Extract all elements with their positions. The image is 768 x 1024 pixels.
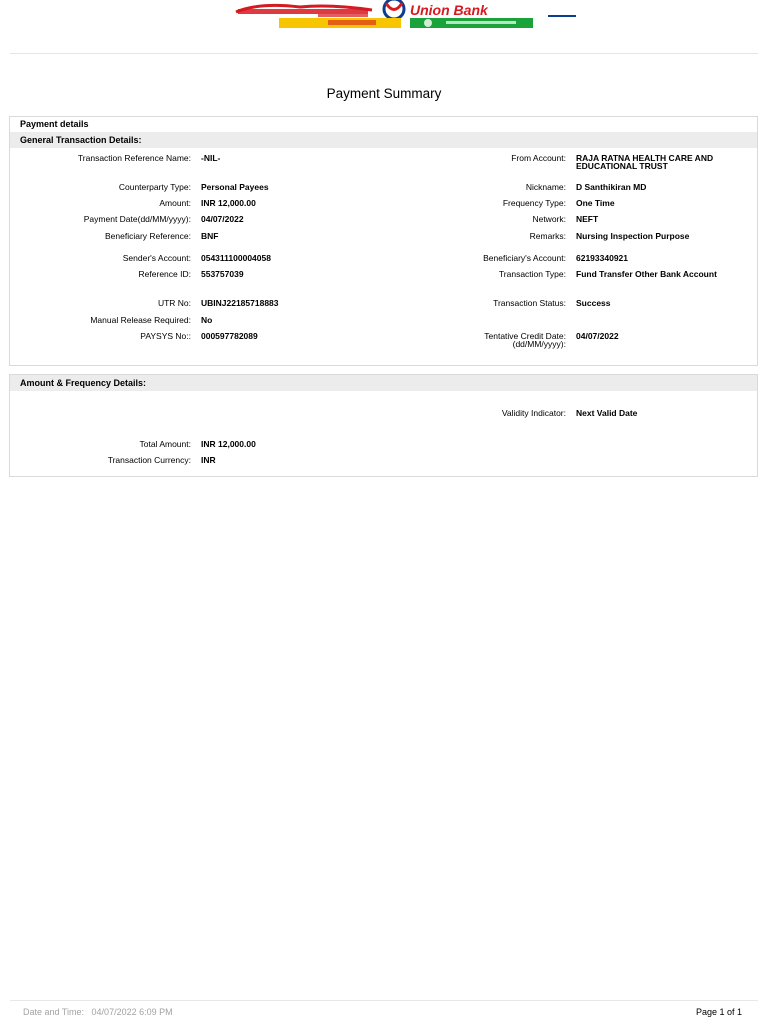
amount-frequency-heading: Amount & Frequency Details:: [10, 375, 757, 391]
manual-release-value: No: [201, 315, 213, 325]
beneficiary-reference-label: Beneficiary Reference:: [105, 231, 191, 241]
validity-indicator-label: Validity Indicator:: [501, 408, 566, 418]
transaction-type-value: Fund Transfer Other Bank Account: [576, 269, 717, 279]
beneficiary-account-value: 62193340921: [576, 253, 629, 263]
beneficiary-account-label: Beneficiary's Account:: [483, 253, 566, 263]
counterparty-type-value: Personal Payees: [201, 182, 269, 192]
payment-details-panel: [9, 116, 758, 366]
transaction-status-value: Success: [576, 298, 611, 308]
network-label: Network:: [532, 214, 566, 224]
paysys-no-value: 000597782089: [201, 331, 258, 341]
paysys-no-label: PAYSYS No::: [140, 331, 191, 341]
transaction-status-label: Transaction Status:: [493, 298, 566, 308]
total-amount-label: Total Amount:: [139, 439, 191, 449]
footer-datetime-label: Date and Time:: [23, 1007, 85, 1017]
senders-account-label: Sender's Account:: [122, 253, 191, 263]
nickname-value: D Santhikiran MD: [576, 182, 647, 192]
page-title: Payment Summary: [326, 86, 442, 101]
frequency-type-label: Frequency Type:: [502, 198, 566, 208]
footer-datetime-value: 04/07/2022 6:09 PM: [91, 1007, 173, 1017]
tentative-credit-date-value: 04/07/2022: [576, 331, 619, 341]
validity-indicator-value: Next Valid Date: [576, 408, 638, 418]
transaction-reference-name-value: -NIL-: [201, 153, 221, 163]
senders-account-value: 054311100004058: [201, 253, 271, 263]
payment-date-value: 04/07/2022: [201, 214, 244, 224]
counterparty-type-label: Counterparty Type:: [118, 182, 191, 192]
transaction-currency-value: INR: [201, 455, 216, 465]
amount-frequency-panel: [9, 374, 758, 477]
reference-id-label: Reference ID:: [138, 269, 191, 279]
frequency-type-value: One Time: [576, 198, 615, 208]
nickname-label: Nickname:: [525, 182, 566, 192]
remarks-label: Remarks:: [529, 231, 566, 241]
from-account-value: RAJA RATNA HEALTH CARE AND EDUCATIONAL TRUST: [576, 153, 714, 171]
amount-value: INR 12,000.00: [201, 198, 256, 208]
payment-date-label: Payment Date(dd/MM/yyyy):: [83, 214, 191, 224]
remarks-value: Nursing Inspection Purpose: [576, 231, 690, 241]
logo-text: Union Bank: [410, 2, 488, 18]
bank-logo: [0, 0, 768, 34]
general-transaction-heading: General Transaction Details:: [10, 132, 757, 148]
beneficiary-reference-value: BNF: [201, 231, 219, 241]
network-value: NEFT: [576, 214, 599, 224]
header-divider: [10, 53, 758, 54]
transaction-currency-label: Transaction Currency:: [107, 455, 191, 465]
amount-label: Amount:: [159, 198, 191, 208]
reference-id-value: 553757039: [201, 269, 244, 279]
page-number: Page 1 of 1: [695, 1007, 742, 1017]
footer-divider: [10, 1000, 758, 1001]
transaction-type-label: Transaction Type:: [498, 269, 566, 279]
footer-datetime: [23, 1007, 173, 1017]
utr-no-label: UTR No:: [157, 298, 191, 308]
from-account-label: From Account:: [511, 153, 566, 163]
manual-release-label: Manual Release Required:: [90, 315, 191, 325]
total-amount-value: INR 12,000.00: [201, 439, 256, 449]
tentative-credit-date-label: Tentative Credit Date:(dd/MM/yyyy):: [484, 331, 566, 349]
transaction-reference-name-label: Transaction Reference Name:: [77, 153, 191, 163]
payment-details-title: Payment details: [20, 119, 89, 129]
utr-no-value: UBINJ22185718883: [201, 298, 279, 308]
